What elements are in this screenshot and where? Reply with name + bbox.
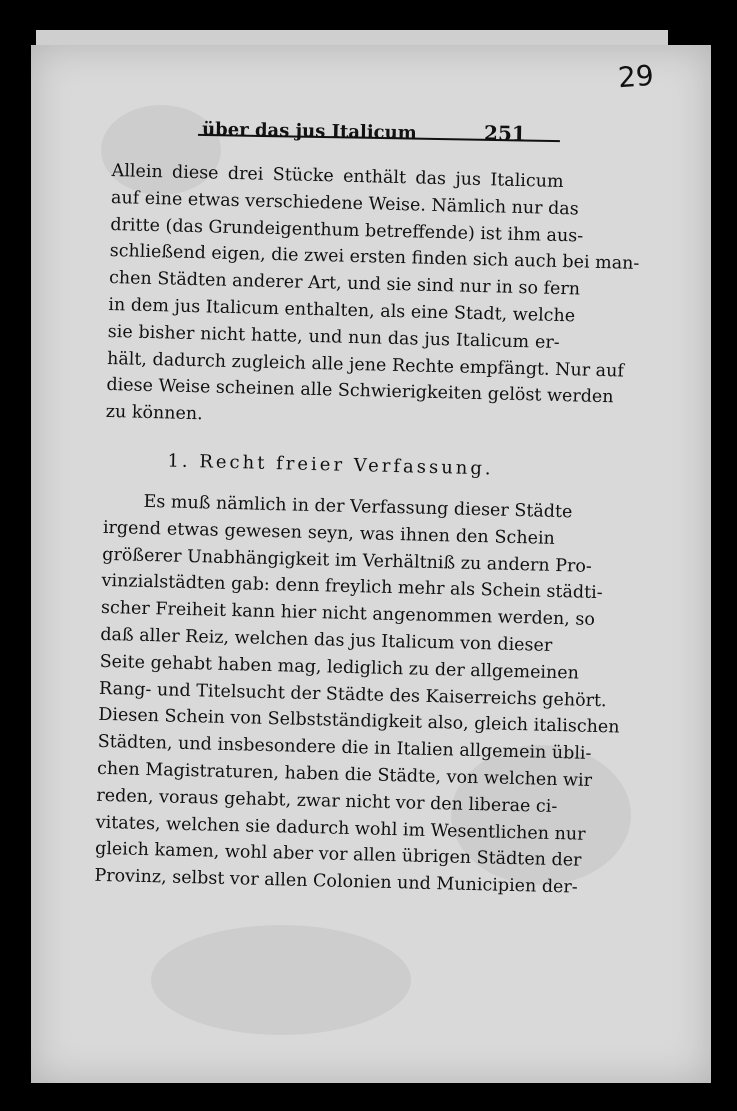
text-line: irgend etwas gewesen seyn, was ihnen den Schein — [102, 517, 556, 549]
section-heading: 1. Recht freier Verfassung. — [167, 450, 494, 480]
text-line: schließend eigen, die zwei ersten finden sich auch bei man- — [109, 241, 640, 275]
text-line: sie bisher nicht hatte, und nun das jus Italicum er- — [107, 321, 560, 353]
text-line: daß aller Reiz, welchen das jus Italicum von dieser — [100, 624, 553, 656]
paragraph-1 — [105, 158, 640, 437]
paragraph-2 — [94, 488, 620, 901]
text-line: zu können. — [105, 402, 203, 425]
text-line: hält, dadurch zugleich alle jene Rechte empfängt. Nur auf — [106, 348, 625, 382]
text-line: in dem jus Italicum enthalten, als eine Stadt, welche — [108, 294, 576, 327]
text-line: dritte (das Grundeigenthum betreffende) ist ihm aus- — [110, 214, 584, 247]
text-line: Provinz, selbst vor allen Colonien und Municipien der- — [94, 865, 578, 898]
text-line: gleich kamen, wohl aber vor allen übrigen Städten der — [94, 839, 582, 872]
page-number: 251 — [483, 120, 527, 146]
text-line: Rang- und Titelsucht der Städte des Kaiserreichs gehört. — [98, 678, 607, 711]
folio-number: 29 — [616, 58, 655, 95]
text-line: Es muß nämlich in der Verfassung dieser Städte — [143, 491, 573, 523]
text-line: vitates, welchen sie dadurch wohl im Wesentlichen nur — [95, 812, 586, 845]
text-line: vinzialstädten gab: denn freylich mehr als Schein städti- — [101, 571, 603, 604]
text-line: Städten, und insbesondere die in Italien allgemein übli- — [97, 731, 592, 765]
text-line: chen Städten anderer Art, und sie sind nur in so fern — [108, 268, 581, 300]
text-line: größerer Unabhängigkeit im Verhältniß zu andern Pro- — [102, 544, 593, 577]
body-text — [94, 158, 640, 901]
text-line: reden, voraus gehabt, zwar nicht vor den liberae ci- — [96, 785, 558, 817]
text-line: Diesen Schein von Selbstständigkeit also, gleich italischen — [98, 705, 620, 738]
header-title: über das jus Italicum — [201, 118, 417, 144]
text-line: Allein diese drei Stücke enthält das jus Italicum — [111, 160, 564, 193]
text-line: chen Magistraturen, haben die Städte, von welchen wir — [96, 758, 593, 791]
text-line: diese Weise scheinen alle Schwierigkeiten gelöst werden — [106, 375, 614, 408]
text-line: auf eine etwas verschiedene Weise. Nämlich nur das — [110, 187, 579, 220]
text-line: Seite gehabt haben mag, lediglich zu der allgemeinen — [99, 651, 580, 684]
text-line: scher Freiheit kann hier nicht angenommen werden, so — [100, 598, 596, 631]
paper-stain — [151, 925, 411, 1035]
